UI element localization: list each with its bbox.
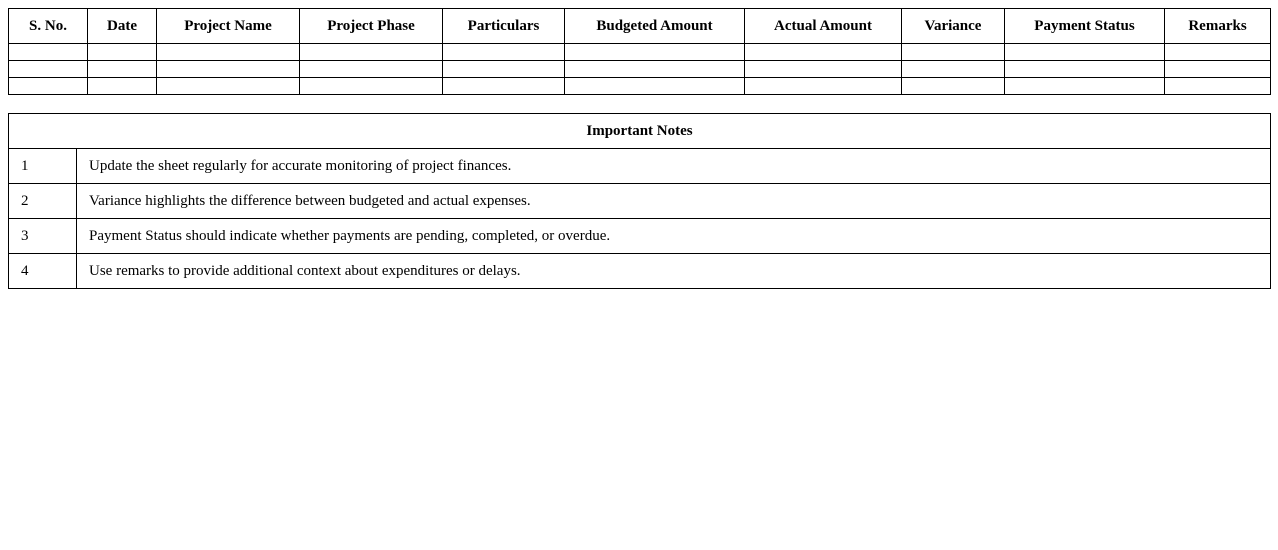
column-header-actual-amount: Actual Amount — [745, 9, 902, 44]
table-cell[interactable] — [88, 61, 157, 78]
table-cell[interactable] — [745, 44, 902, 61]
note-row — [9, 254, 1271, 289]
note-text: Update the sheet regularly for accurate monitoring of project finances. — [77, 149, 1271, 184]
column-header-remarks: Remarks — [1165, 9, 1271, 44]
table-cell[interactable] — [157, 78, 300, 95]
column-header-particulars: Particulars — [443, 9, 565, 44]
note-number: 1 — [9, 149, 77, 184]
notes-title: Important Notes — [9, 114, 1271, 149]
table-cell[interactable] — [443, 61, 565, 78]
table-cell[interactable] — [565, 78, 745, 95]
table-cell[interactable] — [902, 61, 1005, 78]
table-cell[interactable] — [9, 61, 88, 78]
table-cell[interactable] — [565, 44, 745, 61]
table-cell[interactable] — [902, 44, 1005, 61]
column-header-budgeted-amount: Budgeted Amount — [565, 9, 745, 44]
column-header-serial-number: S. No. — [9, 9, 88, 44]
table-cell[interactable] — [565, 61, 745, 78]
column-header-variance: Variance — [902, 9, 1005, 44]
table-cell[interactable] — [443, 78, 565, 95]
note-row — [9, 184, 1271, 219]
column-header-project-phase: Project Phase — [300, 9, 443, 44]
table-cell[interactable] — [157, 44, 300, 61]
note-text: Variance highlights the difference between budgeted and actual expenses. — [77, 184, 1271, 219]
table-row — [9, 78, 1271, 95]
note-row — [9, 219, 1271, 254]
table-cell[interactable] — [745, 78, 902, 95]
table-cell[interactable] — [1165, 61, 1271, 78]
note-number: 4 — [9, 254, 77, 289]
note-number: 2 — [9, 184, 77, 219]
column-header-project-name: Project Name — [157, 9, 300, 44]
table-cell[interactable] — [9, 78, 88, 95]
table-cell[interactable] — [1005, 61, 1165, 78]
expense-ledger-table — [8, 8, 1271, 95]
important-notes-table — [8, 113, 1271, 289]
table-cell[interactable] — [1005, 44, 1165, 61]
column-header-date: Date — [88, 9, 157, 44]
table-cell[interactable] — [300, 78, 443, 95]
table-cell[interactable] — [1005, 78, 1165, 95]
note-row — [9, 149, 1271, 184]
table-cell[interactable] — [300, 44, 443, 61]
table-cell[interactable] — [88, 44, 157, 61]
table-cell[interactable] — [443, 44, 565, 61]
table-cell[interactable] — [1165, 78, 1271, 95]
note-number: 3 — [9, 219, 77, 254]
table-cell[interactable] — [902, 78, 1005, 95]
notes-title-row — [9, 114, 1271, 149]
table-cell[interactable] — [88, 78, 157, 95]
table-cell[interactable] — [745, 61, 902, 78]
column-header-payment-status: Payment Status — [1005, 9, 1165, 44]
table-cell[interactable] — [9, 44, 88, 61]
note-text: Use remarks to provide additional context about expenditures or delays. — [77, 254, 1271, 289]
table-row — [9, 61, 1271, 78]
note-text: Payment Status should indicate whether payments are pending, completed, or overdue. — [77, 219, 1271, 254]
table-cell[interactable] — [157, 61, 300, 78]
ledger-header-row — [9, 9, 1271, 44]
table-cell[interactable] — [1165, 44, 1271, 61]
table-cell[interactable] — [300, 61, 443, 78]
table-row — [9, 44, 1271, 61]
